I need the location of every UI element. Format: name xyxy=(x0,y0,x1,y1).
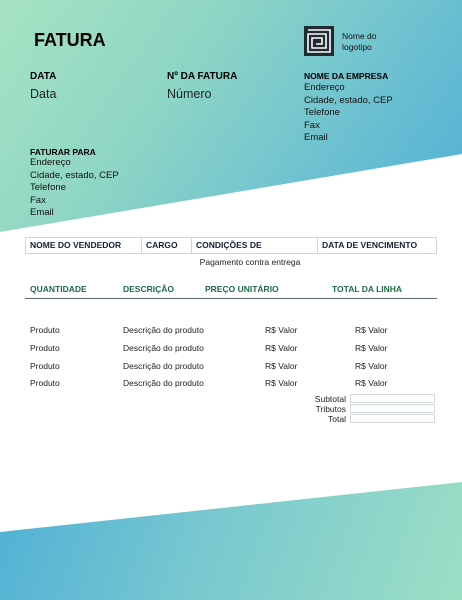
row-3-description: Descrição do produto xyxy=(123,361,204,371)
line-total-header: TOTAL DA LINHA xyxy=(332,284,403,294)
unit-price-header: PREÇO UNITÁRIO xyxy=(205,284,279,294)
quantity-header: QUANTIDADE xyxy=(30,284,87,294)
due-date-header: DATA DE VENCIMENTO xyxy=(322,240,418,250)
total-label: Total xyxy=(328,414,346,424)
row-3-line-total: R$ Valor xyxy=(355,361,388,371)
bill-to-email: Email xyxy=(30,207,54,218)
row-4-line-total: R$ Valor xyxy=(355,378,388,388)
position-header: CARGO xyxy=(142,238,192,253)
invoice-title: FATURA xyxy=(34,30,106,50)
row-3-unit-price: R$ Valor xyxy=(265,361,298,371)
company-address-block xyxy=(304,82,393,145)
company-address: Endereço xyxy=(304,82,345,93)
row-4-description: Descrição do produto xyxy=(123,378,204,388)
conditions-header: CONDIÇÕES DE xyxy=(192,238,318,253)
total-value-box[interactable] xyxy=(350,414,435,423)
row-1-line-total: R$ Valor xyxy=(355,325,388,335)
invoice-number-label: Nº DA FATURA xyxy=(167,71,238,82)
date-label: DATA xyxy=(30,71,57,82)
tax-value-box[interactable] xyxy=(350,404,435,413)
company-city: Cidade, estado, CEP xyxy=(304,94,393,106)
row-4-unit-price: R$ Valor xyxy=(265,378,298,388)
vendor-name-header: NOME DO VENDEDOR xyxy=(26,238,142,253)
header-divider xyxy=(25,298,437,299)
row-3-product: Produto xyxy=(30,361,60,371)
bill-to-address: Endereço xyxy=(30,157,71,168)
logo-name: Nome do logotipo xyxy=(342,31,377,52)
row-2-description: Descrição do produto xyxy=(123,343,204,353)
subtotal-value-box[interactable] xyxy=(350,394,435,403)
payment-terms: Pagamento contra entrega xyxy=(199,257,301,267)
tax-label: Tributos xyxy=(315,404,346,414)
row-2-product: Produto xyxy=(30,343,60,353)
vendor-table xyxy=(25,237,437,254)
invoice-number-value: Número xyxy=(167,87,212,101)
bill-to-block xyxy=(30,157,119,220)
company-email: Email xyxy=(304,132,328,143)
company-phone: Telefone xyxy=(304,107,340,118)
row-1-unit-price: R$ Valor xyxy=(265,325,298,335)
footer-gradient-band xyxy=(0,482,462,600)
description-header: DESCRIÇÃO xyxy=(123,284,175,294)
row-2-line-total: R$ Valor xyxy=(355,343,388,353)
subtotal-label: Subtotal xyxy=(314,394,346,404)
company-name: NOME DA EMPRESA xyxy=(304,71,389,81)
row-4-product: Produto xyxy=(30,378,60,388)
date-value: Data xyxy=(30,87,57,101)
bill-to-fax: Fax xyxy=(30,194,46,206)
row-1-description: Descrição do produto xyxy=(123,325,204,335)
bill-to-label: FATURAR PARA xyxy=(30,147,96,157)
row-2-unit-price: R$ Valor xyxy=(265,343,298,353)
row-1-product: Produto xyxy=(30,325,60,335)
bill-to-phone: Telefone xyxy=(30,182,66,193)
maze-logo-icon xyxy=(304,26,334,56)
bill-to-city: Cidade, estado, CEP xyxy=(30,169,119,181)
company-fax: Fax xyxy=(304,119,320,131)
